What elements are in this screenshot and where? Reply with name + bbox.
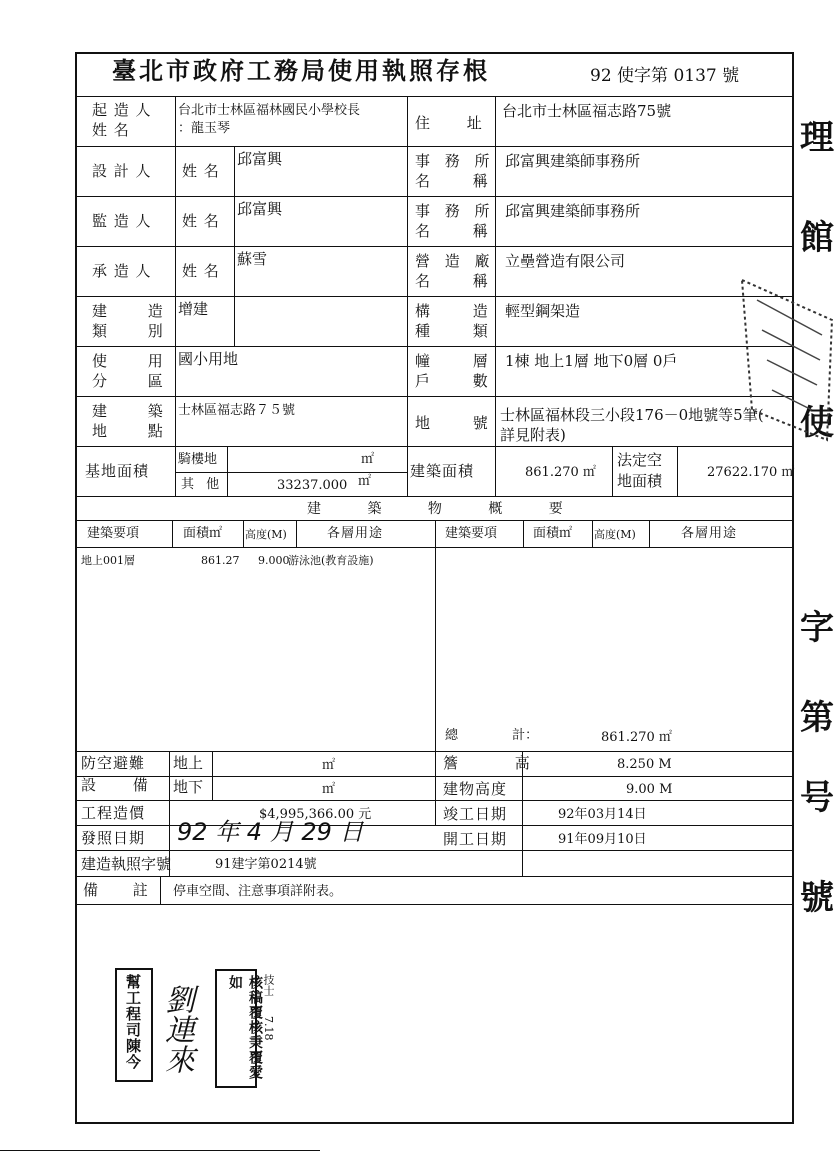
start-label: 開工日期 bbox=[443, 830, 508, 848]
designer-name-label: 姓 名 bbox=[182, 162, 220, 180]
contractor-label: 承 造 人 bbox=[92, 262, 152, 280]
supervisor-name-label: 姓 名 bbox=[182, 212, 220, 230]
open-space-value: 27622.170 ㎡ bbox=[707, 465, 795, 480]
issue-date: 92 年 4 月 29 日 bbox=[177, 818, 364, 846]
floor-row-height: 9.000 bbox=[258, 554, 290, 567]
supervisor-office-label: 事 務 所 bbox=[415, 202, 491, 220]
shelter-below-unit: ㎡ bbox=[322, 782, 336, 797]
completion-label: 竣工日期 bbox=[443, 805, 508, 823]
side-char-1: 理 bbox=[800, 118, 834, 158]
zoning-label: 使 用 bbox=[92, 352, 164, 370]
col-area-right: 面積㎡ bbox=[533, 526, 573, 541]
building-area-value: 861.270 ㎡ bbox=[525, 465, 596, 480]
address-label: 住 址 bbox=[415, 114, 483, 132]
total-value: 861.270 ㎡ bbox=[601, 730, 672, 745]
col-item-right: 建築要項 bbox=[445, 526, 498, 541]
building-height-label: 建物高度 bbox=[443, 780, 508, 798]
applicant-value: 台北市士林區福林國民小學校長 bbox=[178, 103, 361, 118]
bottom-rule bbox=[0, 1150, 320, 1151]
designer-office-label-2: 名 稱 bbox=[415, 172, 489, 190]
floor-row-use: 游泳池(教育設施) bbox=[288, 554, 374, 567]
arcade-unit: ㎡ bbox=[361, 452, 375, 467]
zoning-value: 國小用地 bbox=[178, 350, 239, 368]
col-area: 面積㎡ bbox=[183, 526, 223, 541]
structure-label: 構 造 bbox=[415, 302, 489, 320]
col-height-right: 高度(M) bbox=[594, 528, 636, 541]
col-height: 高度(M) bbox=[245, 528, 287, 541]
building-area-label: 建築面積 bbox=[410, 462, 475, 480]
other-label: 其 他 bbox=[181, 477, 221, 492]
col-use: 各層用途 bbox=[327, 526, 384, 541]
shelter-above-unit: ㎡ bbox=[322, 758, 336, 773]
side-char-4: 字 bbox=[800, 608, 834, 648]
license-form bbox=[75, 52, 794, 1124]
supervisor-label: 監 造 人 bbox=[92, 212, 152, 230]
structure-value: 輕型鋼架造 bbox=[505, 302, 581, 320]
license-number: 92 使字第 0137 號 bbox=[590, 66, 740, 86]
col-use-right: 各層用途 bbox=[681, 526, 738, 541]
lot-label: 地 號 bbox=[415, 414, 489, 432]
contractor-name: 蘇雪 bbox=[237, 250, 268, 268]
overview-header: 建 築 物 概 要 bbox=[307, 501, 564, 517]
permit-value: 91建字第0214號 bbox=[215, 857, 317, 872]
floor-row-area: 861.27 bbox=[201, 554, 240, 567]
other-unit: ㎡ bbox=[358, 474, 372, 489]
signature: 劉連來 bbox=[159, 984, 194, 1074]
floors-label-2: 戶 數 bbox=[415, 372, 489, 390]
eaves-label: 簷 高 bbox=[443, 754, 531, 772]
permit-label: 建造執照字號 bbox=[81, 855, 172, 873]
open-space-label-2: 地面積 bbox=[617, 472, 663, 490]
site-label: 建 築 bbox=[92, 402, 164, 420]
arcade-label: 騎樓地 bbox=[178, 452, 218, 467]
contractor-firm: 立壘營造有限公司 bbox=[505, 252, 626, 270]
site-label-2: 地 點 bbox=[92, 422, 164, 440]
engineer-seal: 幫工程司陳今 bbox=[115, 968, 153, 1082]
document-title: 臺北市政府工務局使用執照存根 bbox=[112, 56, 490, 85]
contractor-name-label: 姓 名 bbox=[182, 262, 220, 280]
lot-value-2: 詳見附表) bbox=[500, 426, 566, 444]
remarks-label: 備 註 bbox=[83, 881, 149, 899]
shelter-label: 防空避難 bbox=[81, 754, 146, 772]
designer-label: 設 計 人 bbox=[92, 162, 152, 180]
overlap-stamp-mark bbox=[732, 260, 840, 460]
designer-name: 邱富興 bbox=[237, 150, 283, 168]
start-value: 91年09月10日 bbox=[558, 832, 647, 847]
base-area-label: 基地面積 bbox=[85, 462, 150, 480]
lot-value: 士林區福林段三小段176－0地號等5筆( bbox=[500, 406, 764, 424]
contractor-firm-label-2: 名 稱 bbox=[415, 272, 489, 290]
other-value: 33237.000 bbox=[277, 478, 348, 493]
structure-label-2: 種 類 bbox=[415, 322, 489, 340]
issue-label: 發照日期 bbox=[81, 829, 146, 847]
side-char-7: 號 bbox=[800, 878, 834, 918]
cost-label: 工程造價 bbox=[81, 804, 146, 822]
designer-office: 邱富興建築師事務所 bbox=[505, 152, 641, 170]
supervisor-name: 邱富興 bbox=[237, 200, 283, 218]
open-space-label: 法定空 bbox=[617, 451, 663, 469]
supervisor-office: 邱富興建築師事務所 bbox=[505, 202, 641, 220]
shelter-label-2: 設 備 bbox=[81, 776, 149, 794]
side-char-6: 号 bbox=[800, 778, 834, 818]
floor-row-item: 地上001層 bbox=[81, 554, 135, 567]
building-height-value: 9.00 M bbox=[626, 782, 673, 797]
side-char-5: 第 bbox=[800, 698, 834, 738]
shelter-above-label: 地上 bbox=[173, 754, 204, 772]
contractor-firm-label: 營 造 廠 bbox=[415, 252, 491, 270]
site-value: 士林區福志路７５號 bbox=[178, 403, 296, 418]
applicant-name-label: 姓 名 bbox=[92, 121, 130, 139]
designer-office-label: 事 務 所 bbox=[415, 152, 491, 170]
applicant-value-2: ：龍玉琴 bbox=[178, 121, 231, 136]
col-item: 建築要項 bbox=[87, 526, 140, 541]
applicant-label: 起 造 人 bbox=[92, 101, 152, 119]
build-category-label: 建 造 bbox=[92, 302, 164, 320]
build-category-label-2: 類 別 bbox=[92, 322, 164, 340]
small-stamp-1: 技士 bbox=[262, 974, 275, 996]
cost-value: $4,995,366.00 元 bbox=[259, 807, 372, 822]
address-value: 台北市士林區福志路75號 bbox=[502, 102, 672, 120]
side-char-3: 使 bbox=[800, 403, 834, 443]
review-seal: 核稿覆核秉覆愛如 bbox=[215, 969, 257, 1088]
build-category-value: 增建 bbox=[178, 300, 209, 318]
floors-label: 幢 層 bbox=[415, 352, 489, 370]
completion-value: 92年03月14日 bbox=[558, 807, 647, 822]
side-char-2: 館 bbox=[800, 218, 834, 258]
zoning-label-2: 分 區 bbox=[92, 372, 164, 390]
total-label: 總 計： bbox=[445, 728, 539, 743]
remarks-value: 停車空間、注意事項詳附表。 bbox=[173, 884, 343, 899]
supervisor-office-label-2: 名 稱 bbox=[415, 222, 489, 240]
floors-value: 1棟 地上1層 地下0層 0戶 bbox=[505, 352, 678, 370]
small-stamp-2: 7.18 bbox=[262, 1016, 275, 1041]
eaves-value: 8.250 M bbox=[617, 757, 672, 772]
shelter-below-label: 地下 bbox=[173, 778, 204, 796]
